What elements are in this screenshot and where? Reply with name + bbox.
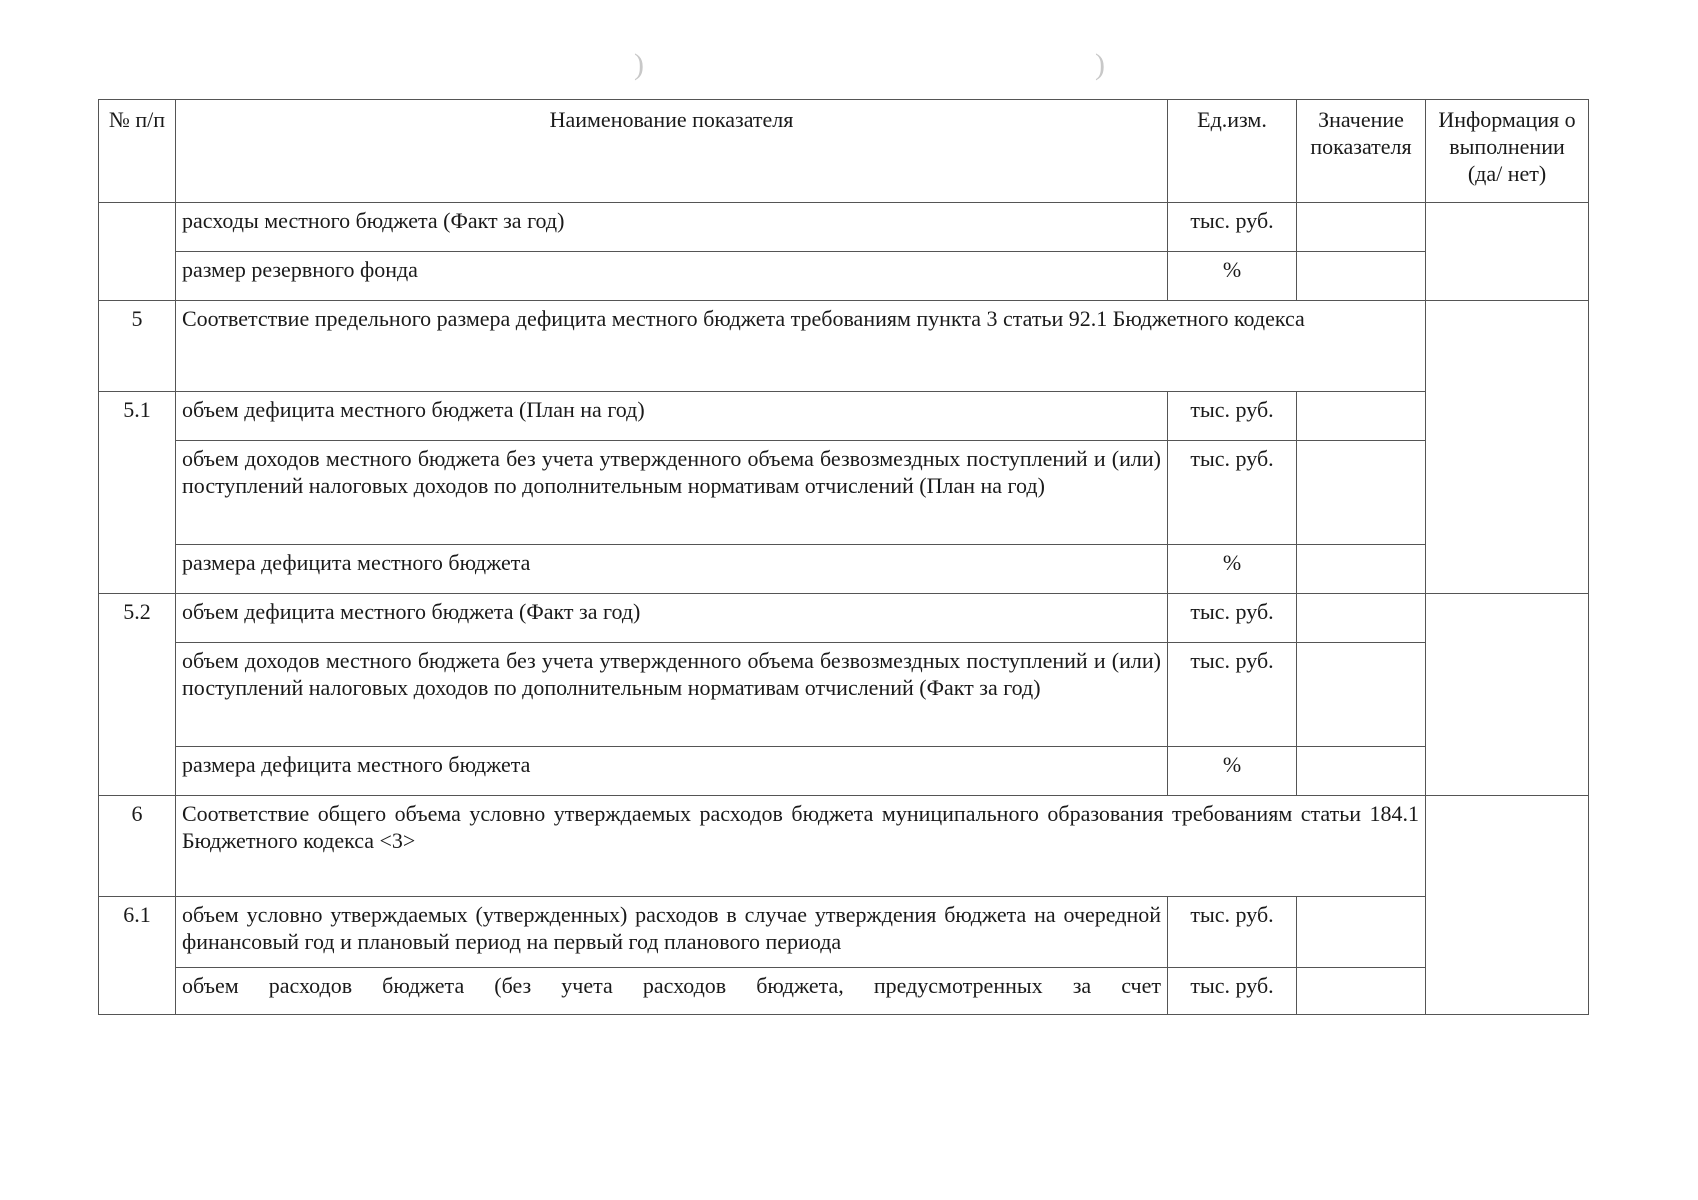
- indicator-name: объем дефицита местного бюджета (Факт за год): [176, 594, 1168, 643]
- indicator-info: [1426, 796, 1589, 1015]
- section-num: 5: [99, 301, 176, 392]
- row-num: 5.2: [99, 594, 176, 796]
- indicator-unit: тыс. руб.: [1168, 643, 1297, 747]
- indicator-unit: тыс. руб.: [1168, 968, 1297, 1015]
- section-row: [99, 796, 1589, 897]
- indicator-value: [1297, 643, 1426, 747]
- indicator-name: размера дефицита местного бюджета: [176, 545, 1168, 594]
- indicator-name: объем доходов местного бюджета без учета утвержденного объема безвозмездных поступлений и (или) поступлений налоговых доходов по дополнительным нормативам отчислений (План на год): [176, 441, 1168, 545]
- indicator-info: [1426, 203, 1589, 301]
- table-row: [99, 897, 1589, 968]
- indicator-name: размера дефицита местного бюджета: [176, 747, 1168, 796]
- section-title: Соответствие предельного размера дефицита местного бюджета требованиям пункта 3 статьи 92.1 Бюджетного кодекса: [176, 301, 1426, 392]
- indicator-info: [1426, 594, 1589, 796]
- table-row: [99, 643, 1589, 747]
- table-row: [99, 594, 1589, 643]
- indicator-value: [1297, 392, 1426, 441]
- indicator-name: объем доходов местного бюджета без учета утвержденного объема безвозмездных поступлений и (или) поступлений налоговых доходов по дополнительным нормативам отчислений (Факт за год): [176, 643, 1168, 747]
- header-name: Наименование показателя: [176, 100, 1168, 203]
- indicator-name: объем дефицита местного бюджета (План на год): [176, 392, 1168, 441]
- section-num: 6: [99, 796, 176, 897]
- row-num: 6.1: [99, 897, 176, 1015]
- row-num: 5.1: [99, 392, 176, 594]
- table-row: [99, 545, 1589, 594]
- indicator-value: [1297, 897, 1426, 968]
- indicator-value: [1297, 545, 1426, 594]
- indicator-name: расходы местного бюджета (Факт за год): [176, 203, 1168, 252]
- indicator-info: [1426, 301, 1589, 594]
- indicator-value: [1297, 441, 1426, 545]
- header-info: Информация о выполнении (да/ нет): [1426, 100, 1589, 203]
- indicator-value: [1297, 252, 1426, 301]
- table-row: [99, 203, 1589, 252]
- indicator-unit: тыс. руб.: [1168, 897, 1297, 968]
- table-row: [99, 747, 1589, 796]
- indicator-value: [1297, 968, 1426, 1015]
- section-title: Соответствие общего объема условно утверждаемых расходов бюджета муниципального образования требованиям статьи 184.1 Бюджетного кодекса <3>: [176, 796, 1426, 897]
- indicator-unit: %: [1168, 747, 1297, 796]
- indicators-table: [98, 99, 1589, 1015]
- table-row: [99, 968, 1589, 1015]
- indicator-unit: %: [1168, 252, 1297, 301]
- indicator-name: размер резервного фонда: [176, 252, 1168, 301]
- indicator-unit: %: [1168, 545, 1297, 594]
- header-value: Значение показателя: [1297, 100, 1426, 203]
- indicator-name: объем условно утверждаемых (утвержденных) расходов в случае утверждения бюджета на очередной финансовый год и плановый период на первый год планового периода: [176, 897, 1168, 968]
- table-row: [99, 392, 1589, 441]
- scan-mark-left: ): [634, 48, 644, 81]
- table-row: [99, 252, 1589, 301]
- indicator-value: [1297, 747, 1426, 796]
- row-num-cell: [99, 203, 176, 301]
- header-num: № п/п: [99, 100, 176, 203]
- section-row: [99, 301, 1589, 392]
- table-row: [99, 441, 1589, 545]
- indicator-unit: тыс. руб.: [1168, 392, 1297, 441]
- table-header-row: [99, 100, 1589, 203]
- indicator-unit: тыс. руб.: [1168, 594, 1297, 643]
- header-unit: Ед.изм.: [1168, 100, 1297, 203]
- scan-mark-right: ): [1095, 48, 1105, 81]
- indicator-unit: тыс. руб.: [1168, 441, 1297, 545]
- indicator-unit: тыс. руб.: [1168, 203, 1297, 252]
- indicator-name: объем расходов бюджета (без учета расходов бюджета, предусмотренных за счет: [176, 968, 1168, 1015]
- indicator-value: [1297, 203, 1426, 252]
- indicator-value: [1297, 594, 1426, 643]
